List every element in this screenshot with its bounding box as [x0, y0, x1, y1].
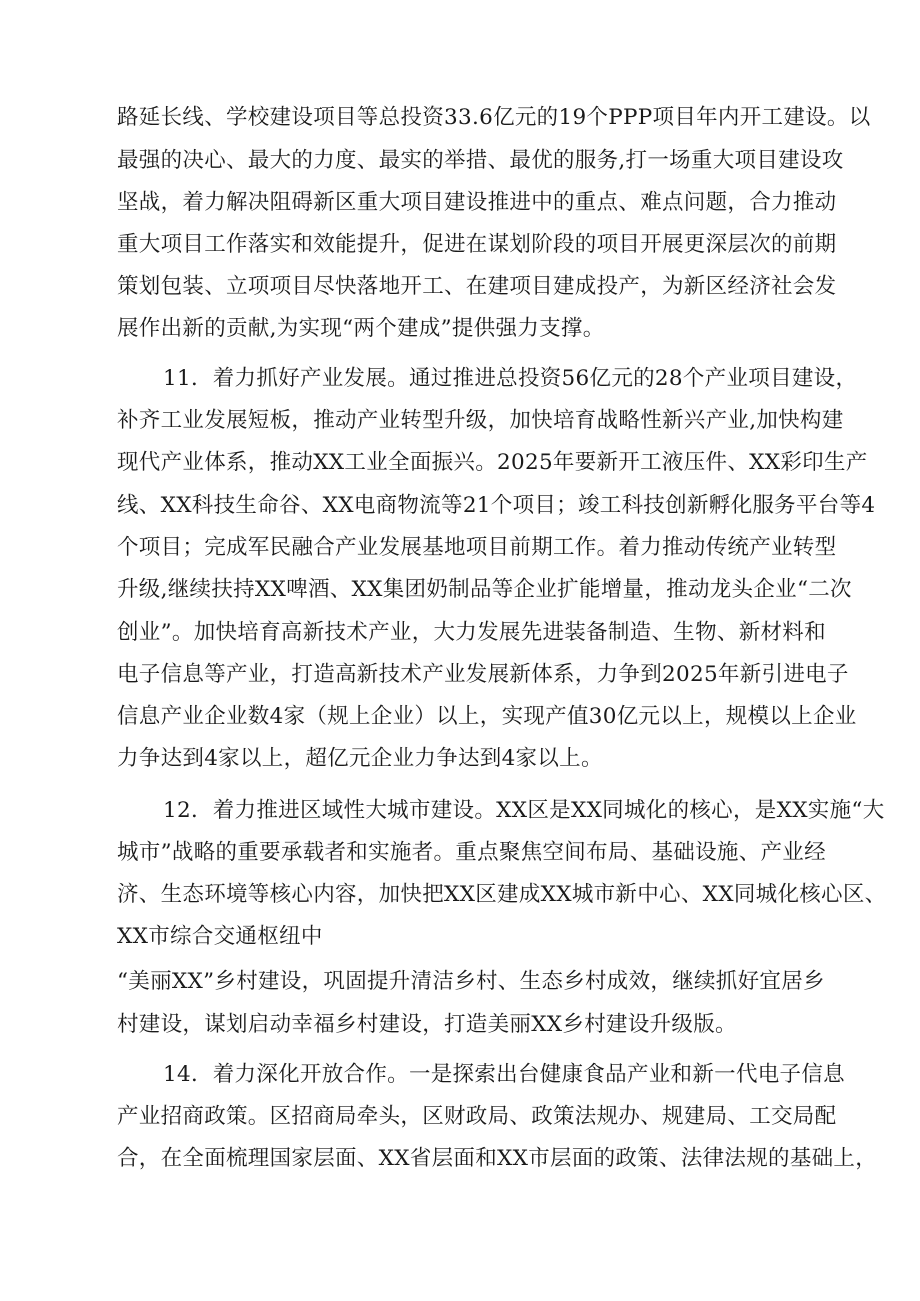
- text-line: 12．着力推进区域性大城市建设。XX区是XX同城化的核心，是XX实施“大: [163, 798, 885, 823]
- text-line: 路延长线、学校建设项目等总投资33.6亿元的19个PPP项目年内开工建设。以: [117, 105, 871, 130]
- text-line: 11．着力抓好产业发展。通过推进总投资56亿元的28个产业项目建设，: [163, 366, 858, 391]
- text-line: XX市综合交通枢纽中: [117, 924, 323, 949]
- text-line: 创业”。加快培育高新技术产业，大力发展先进装备制造、生物、新材料和: [117, 620, 826, 645]
- text-line: 展作出新的贡献,为实现“两个建成”提供强力支撑。: [117, 316, 605, 341]
- text-line: “美丽XX”乡村建设，巩固提升清洁乡村、生态乡村成效，继续抓好宜居乡: [117, 969, 825, 994]
- text-line: 合，在全面梳理国家层面、XX省层面和XX市层面的政策、法律法规的基础上，: [117, 1146, 878, 1171]
- text-line: 线、XX科技生命谷、XX电商物流等21个项目；竣工科技创新孵化服务平台等4: [117, 493, 876, 518]
- text-line: 补齐工业发展短板，推动产业转型升级，加快培育战略性新兴产业,加快构建: [117, 408, 844, 433]
- text-line: 产业招商政策。区招商局牵头，区财政局、政策法规办、规建局、工交局配: [117, 1104, 837, 1129]
- text-line: 村建设，谋划启动幸福乡村建设，打造美丽XX乡村建设升级版。: [117, 1012, 737, 1037]
- text-line: 城市”战略的重要承载者和实施者。重点聚焦空间布局、基础设施、产业经: [117, 840, 826, 865]
- text-line: 重大项目工作落实和效能提升，促进在谋划阶段的项目开展更深层次的前期: [117, 232, 837, 257]
- text-line: 最强的决心、最大的力度、最实的举措、最优的服务,打一场重大项目建设攻: [117, 148, 844, 173]
- text-line: 个项目；完成军民融合产业发展基地项目前期工作。着力推动传统产业转型: [117, 535, 837, 560]
- text-line: 策划包装、立项项目尽快落地开工、在建项目建成投产，为新区经济社会发: [117, 274, 837, 299]
- text-line: 坚战，着力解决阻碍新区重大项目建设推进中的重点、难点问题，合力推动: [117, 190, 837, 215]
- text-line: 电子信息等产业，打造高新技术产业发展新体系，力争到2025年新引进电子: [117, 662, 849, 687]
- text-line: 现代产业体系，推动XX工业全面振兴。2025年要新开工液压件、XX彩印生产: [117, 450, 868, 475]
- text-line: 14．着力深化开放合作。一是探索出台健康食品产业和新一代电子信息: [163, 1062, 845, 1087]
- text-line: 济、生态环境等核心内容，加快把XX区建成XX城市新中心、XX同城化核心区、: [117, 882, 887, 907]
- text-line: 力争达到4家以上，超亿元企业力争达到4家以上。: [117, 746, 603, 771]
- text-line: 信息产业企业数4家（规上企业）以上，实现产值30亿元以上，规模以上企业: [117, 704, 857, 729]
- text-line: 升级,继续扶持XX啤酒、XX集团奶制品等企业扩能增量，推动龙头企业“二次: [117, 577, 852, 602]
